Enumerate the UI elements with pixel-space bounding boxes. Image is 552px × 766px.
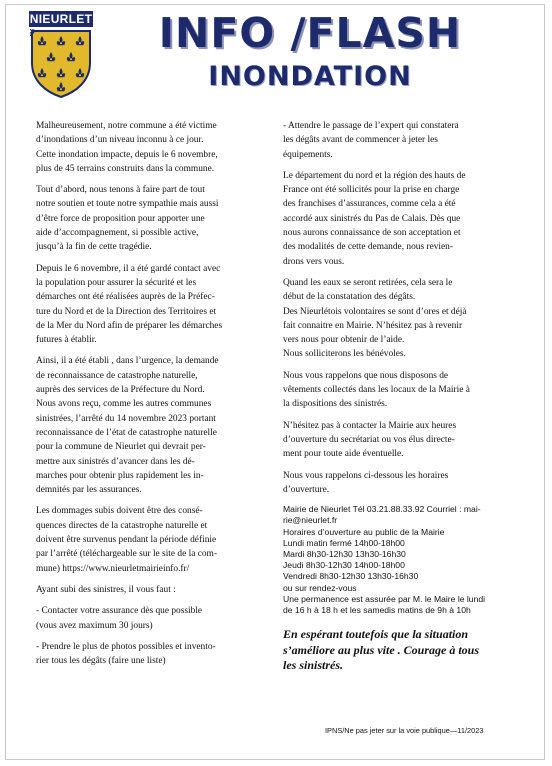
text-line: Ayant subi des sinistres, il vous faut : <box>36 584 176 595</box>
text-line: accordé aux sinistrés du Pas de Calais. Dès que <box>283 213 461 224</box>
text-line: Nous solliciterons les bénévoles. <box>283 349 406 360</box>
text-line: Tout d’abord, nous tenons à faire part de tout <box>36 185 205 196</box>
paragraph <box>283 469 522 498</box>
text-line: pour la commune de Nieurlet qui devrait per- <box>36 442 206 453</box>
paragraph <box>36 262 277 348</box>
text-line: d’inondations d’un niveau inconnu à ce jour. <box>36 135 204 146</box>
contact-line: de 16 h à 18 h et les samedis matins de 9h à 10h <box>283 604 471 615</box>
text-line: les dégâts avant de commencer à jeter les <box>283 135 438 146</box>
text-line: par l’arrêté (téléchargeable sur le site de la com- <box>36 549 217 560</box>
text-line: Des Nieurlétois volontaires se sont d’ores et déjà <box>283 306 467 317</box>
text-line: mettre aux sinistrés d’avancer dans les dé- <box>36 456 195 467</box>
closing-line: En espérant toutefois que la situation <box>283 627 469 642</box>
text-line: auprès des services de la Préfecture du Nord. <box>36 385 205 396</box>
text-line: reconnaissance de l’état de catastrophe naturelle <box>36 427 217 438</box>
text-line: N’hésitez pas à contacter la Mairie aux heures <box>283 420 457 431</box>
text-line: jusqu’à la fin de cette tragédie. <box>36 242 152 253</box>
text-line: (vous avez maximum 30 jours) <box>36 620 153 631</box>
fleur-de-lis-shield-icon <box>30 29 92 99</box>
text-line: ment pour toute aide éventuelle. <box>283 449 404 460</box>
paragraph <box>36 583 277 597</box>
paragraph <box>283 169 522 269</box>
contact-line: rie@nieurlet.fr <box>283 515 338 526</box>
text-line: doivent être survenus pendant la période définie <box>36 535 217 546</box>
text-line: aide d’accompagnement, si possible active, <box>36 228 199 239</box>
text-line: rier tous les dégâts (faire une liste) <box>36 656 166 667</box>
paragraph <box>36 504 277 575</box>
text-line: notre soutien et toute notre sympathie mais aussi <box>36 199 219 210</box>
paragraph <box>283 276 522 362</box>
text-line: drons vers vous. <box>283 256 345 267</box>
text-line: de la Mer du Nord afin de préparer les démarches <box>36 320 223 331</box>
text-line: - Contacter votre assurance dès que possible <box>36 606 203 617</box>
text-line: - Attendre le passage de l’expert qui constatera <box>283 121 459 131</box>
text-line: mune) https://www.nieurletmairieinfo.fr/ <box>36 563 190 574</box>
text-line: sinistrées, l’arrêté du 14 novembre 2023 portant <box>36 413 216 424</box>
text-line: futures à établir. <box>36 335 97 346</box>
left-text-column <box>36 119 277 675</box>
text-line: Malheureusement, notre commune a été victime <box>36 121 217 131</box>
text-line: la dispositions des sinistrés. <box>283 399 388 410</box>
text-line: Nous avons reçu, comme les autres communes <box>36 399 212 410</box>
paragraph <box>283 119 522 162</box>
text-line: ture du Nord et de la Direction des Territoires et <box>36 306 217 317</box>
headline-info-flash: INFO /FLASH <box>158 9 462 57</box>
text-line: des modalités de cette demande, nous revien- <box>283 242 453 253</box>
footer-ipns: IPNS/Ne pas jeter sur la voie publique—11/2023 <box>325 726 484 735</box>
paragraph <box>36 604 277 633</box>
text-line: quences directes de la catastrophe naturelle et <box>36 520 208 531</box>
text-line: des franchises d’assurances, comme cela a été <box>283 199 456 210</box>
text-line: Nous vous rappelons que nous disposons de <box>283 370 449 381</box>
text-line: Quand les eaux se seront retirées, cela sera le <box>283 277 453 288</box>
town-name-banner: NIEURLET <box>29 12 93 26</box>
text-line: vers nous pour obtenir de l’aide. <box>283 335 405 346</box>
paragraph <box>36 354 277 497</box>
paragraph <box>36 640 277 669</box>
paragraph <box>283 369 522 412</box>
text-line: marches pour obtenir plus rapidement les in- <box>36 470 204 481</box>
text-line: d’ouverture. <box>283 484 330 495</box>
text-line: d’ouverture du secrétariat ou vos élus directe- <box>283 434 455 445</box>
contact-line: Une permanence est assurée par M. le Maire le lundi <box>283 593 486 604</box>
closing-line: les sinistrés. <box>283 658 344 673</box>
paragraph <box>36 183 277 254</box>
paragraph <box>283 419 522 462</box>
text-line: Le département du nord et la région des hauts de <box>283 170 466 181</box>
contact-line: ou sur rendez-vous <box>283 582 357 593</box>
contact-line: Horaires d’ouverture au public de la Mairie <box>283 526 445 537</box>
text-line: fait connaitre en Mairie. N’hésitez pas à revenir <box>283 320 463 331</box>
contact-line: Jeudi 8h30-12h30 14h00-18h00 <box>283 560 405 571</box>
text-line: plus de 45 terrains construits dans la commune. <box>36 163 215 174</box>
text-line: demnités par les assurances. <box>36 485 142 496</box>
text-line: Depuis le 6 novembre, il a été gardé contact avec <box>36 263 221 274</box>
mairie-contact-hours <box>283 504 522 616</box>
text-line: démarches ont été réalisées auprès de la Préfec- <box>36 292 215 303</box>
text-line: Cette inondation impacte, depuis le 6 novembre, <box>36 149 218 160</box>
closing-line: s’améliore au plus vite . Courage à tous <box>283 642 480 657</box>
closing-message <box>283 627 522 674</box>
text-line: Ainsi, il a été établi , dans l’urgence, la demande <box>36 356 219 367</box>
text-line: d’être force de proposition pour apporter une <box>36 213 205 224</box>
text-line: début de la constatation des dégâts. <box>283 292 416 303</box>
text-line: de reconnaissance de catastrophe naturelle, <box>36 370 198 381</box>
contact-line: Lundi matin fermé 14h00-18h00 <box>283 537 405 548</box>
text-line: nous aurons connaissance de son acceptation et <box>283 228 461 239</box>
text-line: - Prendre le plus de photos possibles et invento- <box>36 641 216 652</box>
text-line: France ont été sollicités pour la prise en charge <box>283 185 460 196</box>
paragraph <box>36 119 277 176</box>
text-line: Nous vous rappelons ci-dessous les horaires <box>283 470 449 481</box>
text-line: vêtements collectés dans les locaux de la Mairie à <box>283 385 470 396</box>
right-text-column <box>283 119 522 674</box>
text-line: la population pour assurer la sécurité et les <box>36 277 197 288</box>
text-line: équipements. <box>283 149 333 160</box>
text-line: Les dommages subis doivent être des consé- <box>36 506 203 517</box>
contact-line: Mardi 8h30-12h30 13h30-16h30 <box>283 548 406 559</box>
headline-inondation: INONDATION <box>208 61 412 92</box>
contact-line: Vendredi 8h30-12h30 13h30-16h30 <box>283 571 419 582</box>
contact-line: Mairie de Nieurlet Tél 03.21.88.33.92 Courriel : mai- <box>283 504 481 515</box>
